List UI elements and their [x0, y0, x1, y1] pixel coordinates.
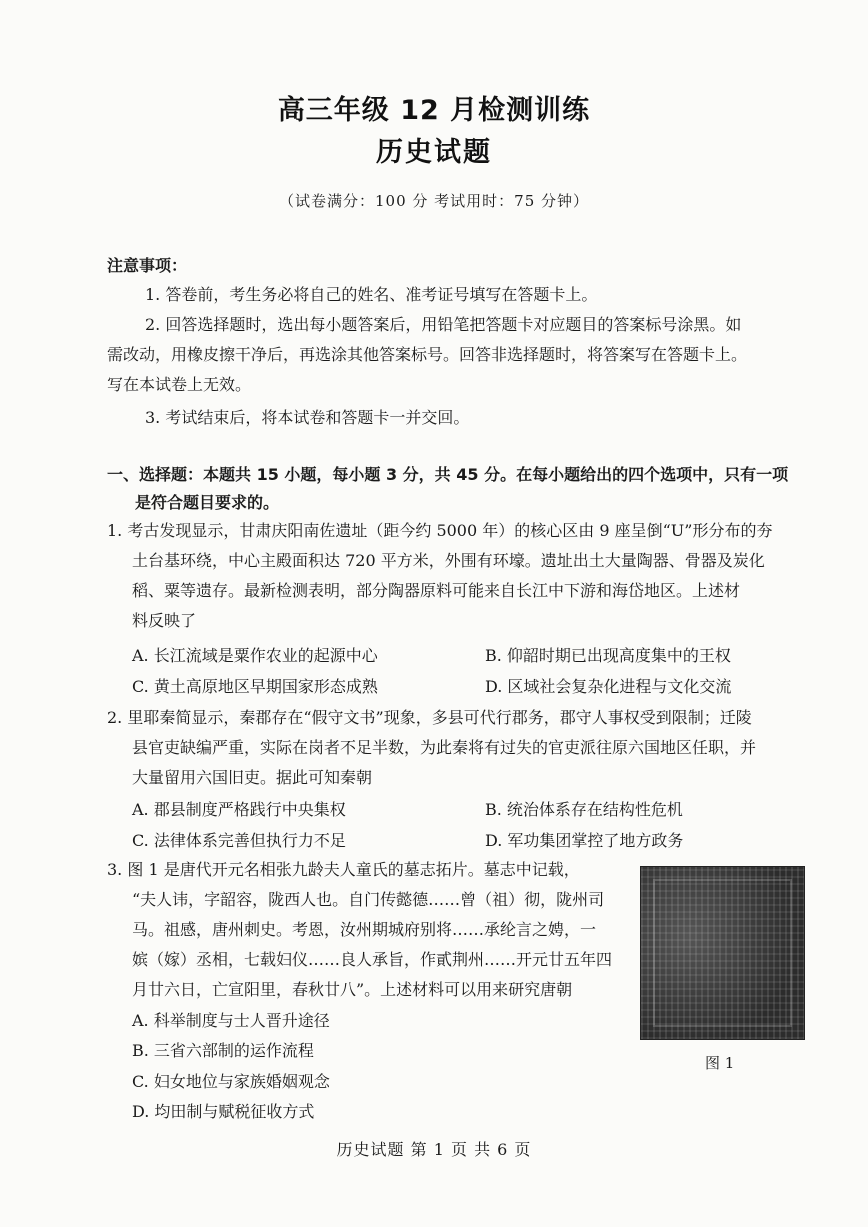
question-2-option-a: A. 郡县制度严格践行中央集权: [132, 800, 346, 819]
question-1-text: 土台基环绕，中心主殿面积达 720 平方米，外围有环壕。遗址出土大量陶器、骨器及炭化: [132, 551, 765, 570]
note-line: 2. 回答选择题时，选出每小题答案后，用铅笔把答题卡对应题目的答案标号涂黑。如: [145, 315, 742, 334]
question-1-option-b: B. 仰韶时期已出现高度集中的王权: [485, 646, 731, 665]
question-3-text: 嫔（嫁）丞相，七载妇仪……良人承旨，作貳荆州……开元廿五年四: [132, 950, 613, 969]
question-3-text: “夫人讳，字韶容，陇西人也。自门传懿德……曾（祖）彻，陇州司: [132, 890, 605, 909]
epitaph-rubbing-image: [640, 866, 805, 1040]
figure-caption: 图 1: [705, 1054, 735, 1072]
question-2-text: 县官吏缺编严重，实际在岗者不足半数，为此秦将有过失的官吏派往原六国地区任职，并: [132, 738, 757, 757]
question-2-text: 2. 里耶秦简显示，秦郡存在“假守文书”现象，多县可代行郡务，郡守人事权受到限制；迁陵: [107, 708, 752, 727]
page-footer: 历史试题 第 1 页 共 6 页: [336, 1140, 532, 1159]
question-3-option-a: A. 科举制度与士人晋升途径: [132, 1011, 330, 1030]
section-heading: 一、选择题：本题共 15 小题，每小题 3 分，共 45 分。在每小题给出的四个选项中，只有一项: [107, 465, 789, 484]
note-line: 需改动，用橡皮擦干净后，再选涂其他答案标号。回答非选择题时，将答案写在答题卡上。: [107, 345, 748, 364]
question-1-text: 稻、粟等遗存。最新检测表明，部分陶器原料可能来自长江中下游和海岱地区。上述材: [132, 581, 741, 600]
section-heading-cont: 是符合题目要求的。: [135, 493, 280, 512]
rubbing-frame: [653, 879, 792, 1027]
exam-subject: 历史试题: [376, 137, 492, 168]
exam-title: 高三年级 12 月检测训练: [277, 95, 591, 126]
note-line: 1. 答卷前，考生务必将自己的姓名、准考证号填写在答题卡上。: [145, 285, 598, 304]
question-1-option-a: A. 长江流域是粟作农业的起源中心: [132, 646, 378, 665]
question-1-option-c: C. 黄土高原地区早期国家形态成熟: [132, 677, 378, 696]
question-2-option-b: B. 统治体系存在结构性危机: [485, 800, 683, 819]
question-1-text: 料反映了: [132, 611, 197, 630]
question-3-text: 月廿六日，亡宣阳里，春秋廿八”。上述材料可以用来研究唐朝: [132, 980, 573, 999]
question-2-text: 大量留用六国旧吏。据此可知秦朝: [132, 768, 373, 787]
question-3-option-d: D. 均田制与赋税征收方式: [132, 1102, 315, 1121]
question-3-text: 马。祖感，唐州刺史。考恩，汝州期城府别将……承纶言之娉，一: [132, 920, 597, 939]
question-2-option-c: C. 法律体系完善但执行力不足: [132, 831, 346, 850]
question-1-option-d: D. 区域社会复杂化进程与文化交流: [485, 677, 732, 696]
question-1-text: 1. 考古发现显示，甘肃庆阳南佐遗址（距今约 5000 年）的核心区由 9 座呈倒“U”形分布的夯: [107, 521, 773, 540]
question-3-text: 3. 图 1 是唐代开元名相张九龄夫人童氏的墓志拓片。墓志中记载，: [107, 860, 580, 879]
question-3-option-b: B. 三省六部制的运作流程: [132, 1041, 314, 1060]
question-3-option-c: C. 妇女地位与家族婚姻观念: [132, 1072, 330, 1091]
notes-heading: 注意事项：: [107, 256, 188, 275]
note-line: 3. 考试结束后，将本试卷和答题卡一并交回。: [145, 408, 470, 427]
question-2-option-d: D. 军功集团掌控了地方政务: [485, 831, 684, 850]
note-line: 写在本试卷上无效。: [107, 375, 252, 394]
exam-info: （试卷满分：100 分 考试用时：75 分钟）: [278, 192, 590, 210]
